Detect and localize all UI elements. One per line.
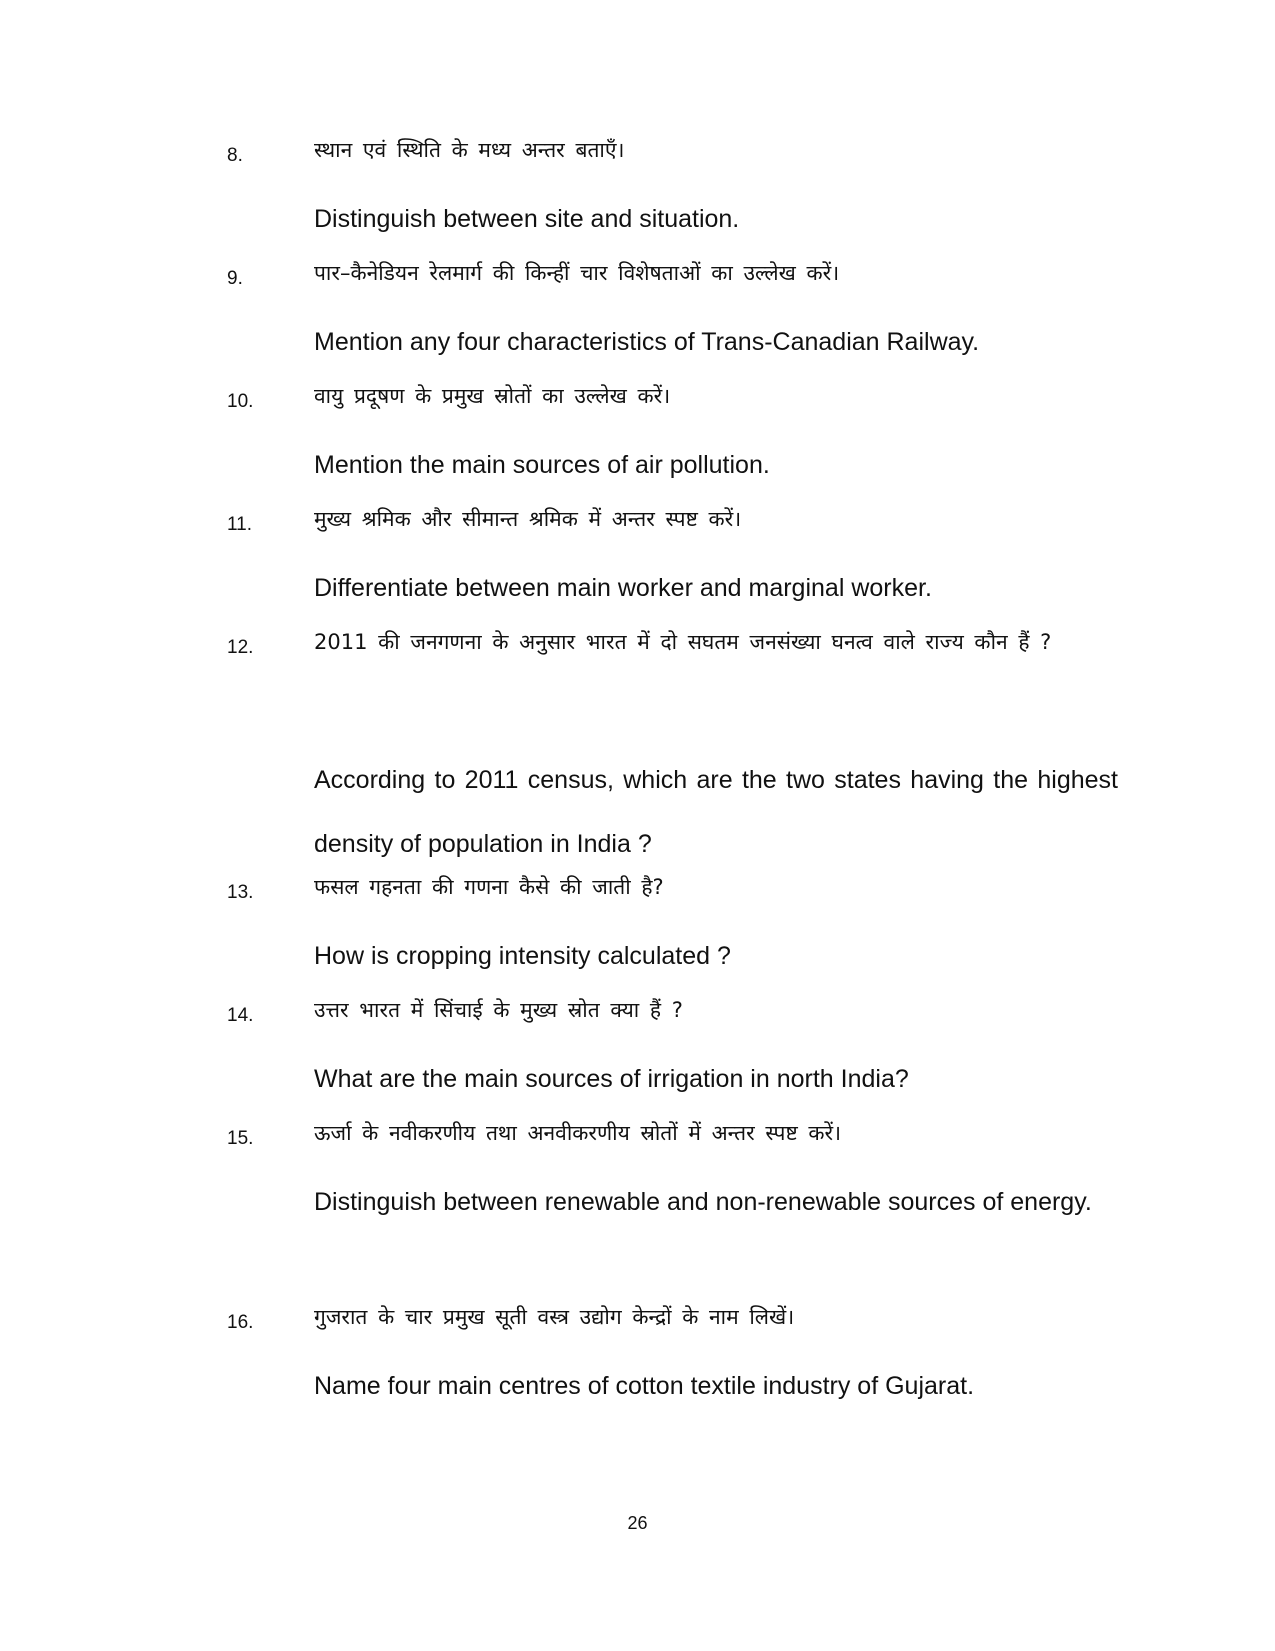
question-number: 12. — [227, 637, 254, 658]
question-text-english: According to 2011 census, which are the two states having the highest density of population in India ? — [314, 766, 1118, 858]
question-text-hindi: वायु प्रदूषण के प्रमुख स्रोतों का उल्लेख करें। — [314, 384, 671, 408]
question-number: 10. — [227, 391, 254, 412]
question-number: 14. — [227, 1005, 254, 1026]
question-text-english: How is cropping intensity calculated ? — [314, 942, 731, 970]
question-text-english: What are the main sources of irrigation in north India? — [314, 1065, 909, 1093]
question-text-english: Distinguish between renewable and non-renewable sources of energy. — [314, 1188, 1092, 1216]
question-text-hindi: मुख्य श्रमिक और सीमान्त श्रमिक में अन्तर स्पष्ट करें। — [314, 507, 742, 531]
question-text-english: Differentiate between main worker and marginal worker. — [314, 574, 932, 602]
question-text-hindi: पार–कैनेडियन रेलमार्ग की किन्हीं चार विशेषताओं का उल्लेख करें। — [314, 261, 840, 285]
question-number: 9. — [227, 268, 243, 289]
question-text-hindi: 2011 की जनगणना के अनुसार भारत में दो सघतम जनसंख्या घनत्व वाले राज्य कौन हैं ? — [314, 630, 1052, 654]
question-text-english: Mention the main sources of air pollution. — [314, 451, 770, 479]
question-number: 16. — [227, 1312, 254, 1333]
question-text-hindi: ऊर्जा के नवीकरणीय तथा अनवीकरणीय स्रोतों में अन्तर स्पष्ट करें। — [314, 1121, 842, 1145]
question-text-english: Mention any four characteristics of Trans-Canadian Railway. — [314, 328, 980, 356]
question-text-english: Distinguish between site and situation. — [314, 205, 740, 233]
question-number: 8. — [227, 145, 243, 166]
question-text-hindi: गुजरात के चार प्रमुख सूती वस्त्र उद्योग केन्द्रों के नाम लिखें। — [314, 1305, 795, 1329]
question-text-english: Name four main centres of cotton textile industry of Gujarat. — [314, 1372, 975, 1400]
question-number: 15. — [227, 1128, 254, 1149]
question-text-hindi: फसल गहनता की गणना कैसे की जाती है? — [314, 875, 664, 899]
question-number: 13. — [227, 882, 254, 903]
question-number: 11. — [227, 514, 253, 535]
page-number: 26 — [627, 1513, 648, 1533]
question-text-hindi: स्थान एवं स्थिति के मध्य अन्तर बताएँ। — [314, 138, 625, 162]
question-text-hindi: उत्तर भारत में सिंचाई के मुख्य स्रोत क्या हैं ? — [314, 998, 683, 1022]
